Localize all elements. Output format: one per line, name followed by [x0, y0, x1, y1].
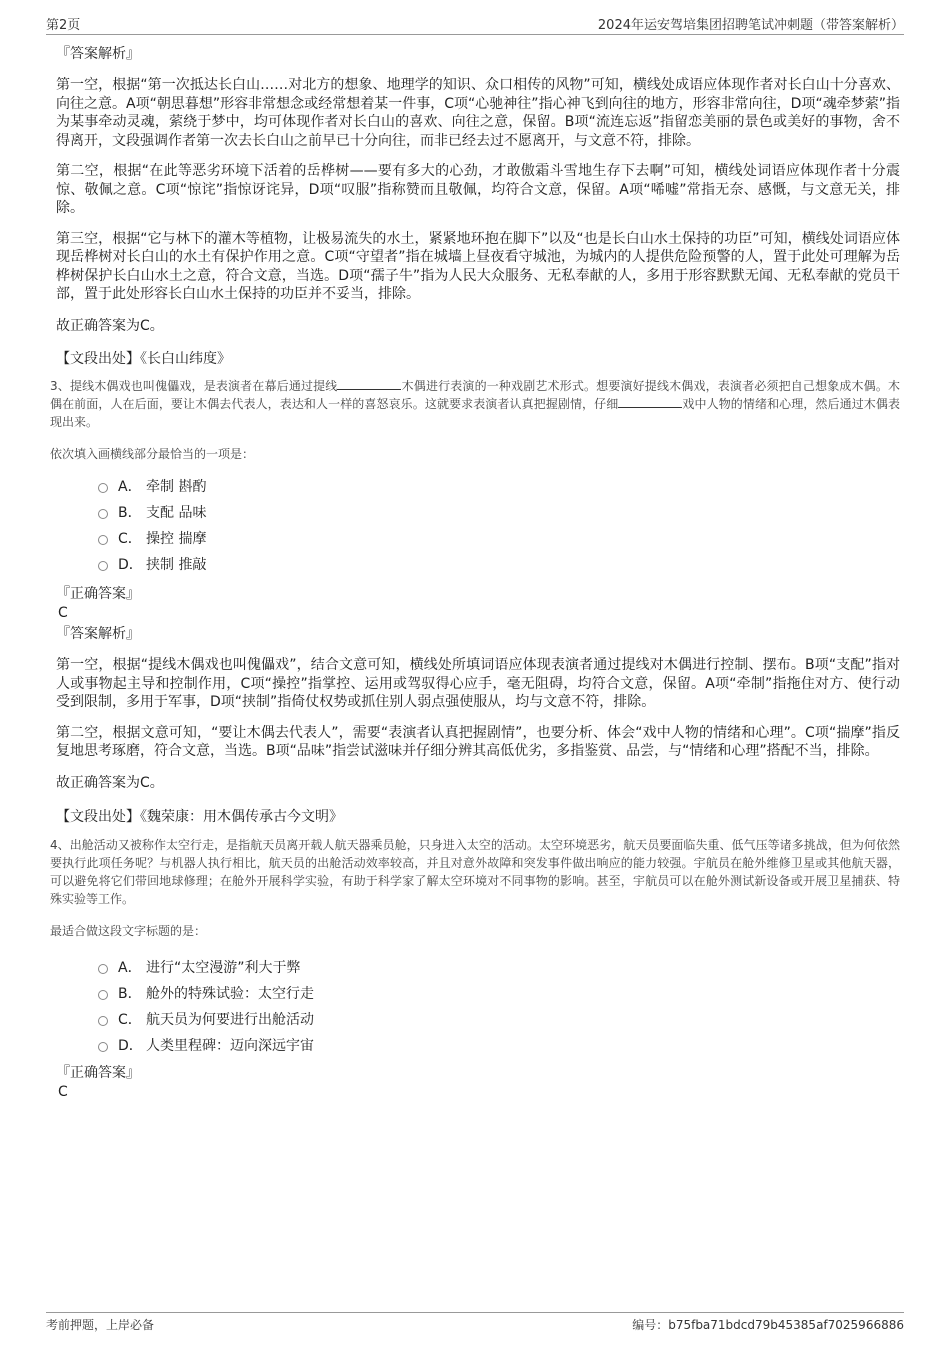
fill-blank-2 [618, 395, 682, 408]
passage-source: 【文段出处】《魏荣康：用木偶传承古今文明》 [56, 809, 343, 825]
option-text: 航天员为何要进行出舱活动 [146, 1012, 314, 1028]
passage-source: 【文段出处】《长白山纬度》 [56, 351, 231, 367]
correct-answer-value: C [58, 1084, 68, 1100]
option-text: 人类里程碑：迈向深远宇宙 [146, 1038, 314, 1054]
analysis-paragraph: 第一空，根据“第一次抵达长白山……对北方的想象、地理学的知识、众口相传的风物”可知，横线处成语应体现作者对长白山十分喜欢、向往之意。A项“朝思暮想”形容非常想念或经常想着某一件事，C项“心驰神往”指心神飞到向往的地方，形容非常向往，D项“魂牵梦萦”指为某事牵动灵魂，萦绕于梦中，均可体现作者对长白山的喜欢、向往之意，保留。B项“流连忘返”指留恋美丽的景色或美好的事物，舍不得离开，文段强调作者第一次去长白山之前早已十分向往，而非已经去过不愿离开，与文意不符，排除。 [56, 77, 900, 149]
question-3-prompt: 依次填入画横线部分最恰当的一项是： [50, 447, 255, 461]
document-code [632, 1316, 904, 1333]
radio-icon[interactable] [98, 535, 108, 545]
option-letter: D． [118, 557, 143, 573]
option-a[interactable] [98, 474, 900, 500]
question-3-options [56, 474, 900, 578]
option-letter: C． [118, 531, 142, 547]
option-letter: B． [118, 986, 142, 1002]
document-code-label: 编号： [632, 1318, 669, 1332]
radio-icon[interactable] [98, 1042, 108, 1052]
fill-blank-1 [337, 377, 401, 390]
option-d[interactable] [98, 552, 900, 578]
option-text: 牵制 斟酌 [146, 479, 207, 495]
correct-answer-value: C [58, 605, 68, 621]
document-title: 2024年运安驾培集团招聘笔试冲刺题（带答案解析） [597, 18, 904, 33]
option-letter: C． [118, 1012, 142, 1028]
option-text: 支配 品味 [146, 505, 207, 521]
option-text: 舱外的特殊试验：太空行走 [146, 986, 314, 1002]
question-3-text [50, 377, 900, 431]
radio-icon[interactable] [98, 990, 108, 1000]
radio-icon[interactable] [98, 561, 108, 571]
analysis-paragraph: 第二空，根据“在此等恶劣环境下活着的岳桦树——要有多大的心劲，才敢傲霜斗雪地生存下去啊”可知，横线处词语应体现作者十分震惊、敬佩之意。C项“惊诧”指惊讶诧异，D项“叹服”指称赞而且敬佩，均符合文意，保留。A项“唏嘘”常指无奈、感慨，与文意无关，排除。 [56, 163, 900, 216]
question-4-options [56, 955, 900, 1059]
option-letter: B． [118, 505, 142, 521]
option-b[interactable] [98, 500, 900, 526]
radio-icon[interactable] [98, 483, 108, 493]
question-3-text-b: 木偶进行表演的一种戏剧艺术形式。想要演好提线木偶戏，表演者必须把自己想象成木偶。木偶在前面，人在后面，要让木偶去代表人，表达和人一样的喜怒哀乐。这就要求表演者认真把握剧情，仔细 [50, 379, 900, 411]
footer-slogan: 考前押题，上岸必备 [46, 1318, 155, 1332]
question-4-text: 4、出舱活动又被称作太空行走，是指航天员离开载人航天器乘员舱，只身进入太空的活动。太空环境恶劣，航天员要面临失重、低气压等诸多挑战，但为何依然要执行此项任务呢？与机器人执行相比，航天员的出舱活动效率较高，并且对意外故障和突发事件做出响应的能力较强。宇航员在舱外维修卫星或其他航天器，可以避免将它们带回地球修理；在舱外开展科学实验，有助于科学家了解太空环境对不同事物的影响。甚至，宇航员可以在舱外测试新设备或开展卫星捕获、特殊实验等工作。 [50, 838, 900, 906]
analysis-label-2: 『答案解析』 [56, 626, 140, 642]
analysis-paragraph: 第一空，根据“提线木偶戏也叫傀儡戏”，结合文意可知，横线处所填词语应体现表演者通过提线对木偶进行控制、摆布。B项“支配”指对人或事物起主导和控制作用，C项“操控”指掌控、运用或驾驭得心应手，毫无阻碍，均符合文意，保留。A项“牵制”指拖住对方、使行动受到限制，多用于军事，D项“挟制”指倚仗权势或抓住别人弱点强使服从，均与文意不符，排除。 [56, 657, 900, 710]
option-text: 进行“太空漫游”利大于弊 [146, 960, 301, 976]
option-c[interactable] [98, 526, 900, 552]
option-letter: A． [118, 479, 142, 495]
correct-answer-label: 『正确答案』 [56, 586, 140, 602]
radio-icon[interactable] [98, 1016, 108, 1026]
page-footer [46, 1312, 904, 1339]
option-letter: A． [118, 960, 142, 976]
analysis-paragraph: 第三空，根据“它与林下的灌木等植物，让极易流失的水土，紧紧地环抱在脚下”以及“也是长白山水土保持的功臣”可知，横线处词语应体现岳桦树对长白山的水土有保护作用之意。C项“守望者”指在城墙上昼夜看守城池，为城内的人提供危险预警的人，置于此处可理解为岳桦树保护长白山水土之意，符合文意，当选。D项“孺子牛”指为人民大众服务、无私奉献的人，多用于形容默默无闻、无私奉献的党员干部，置于此处形容长白山水土保持的功臣并不妥当，排除。 [56, 230, 900, 302]
option-text: 挟制 推敲 [146, 557, 207, 573]
correct-answer-label: 『正确答案』 [56, 1065, 140, 1081]
option-b[interactable] [98, 981, 900, 1007]
option-letter: D． [118, 1038, 143, 1054]
option-c[interactable] [98, 1007, 900, 1033]
question-3-text-a: 3、提线木偶戏也叫傀儡戏，是表演者在幕后通过提线 [50, 379, 338, 393]
question-3-text-c: 戏中人物的情绪和心理，然后通过木偶表现出来。 [50, 397, 900, 429]
page-number: 第2页 [46, 18, 81, 33]
analysis-paragraph: 第二空，根据文意可知，“要让木偶去代表人”，需要“表演者认真把握剧情”，也要分析、体会“戏中人物的情绪和心理”。C项“揣摩”指反复地思考琢磨，符合文意，当选。B项“品味”指尝试滋味并仔细分辨其高低优劣，多指鉴赏、品尝，与“情绪和心理”搭配不当，排除。 [56, 724, 900, 759]
option-text: 操控 揣摩 [146, 531, 207, 547]
option-d[interactable] [98, 1033, 900, 1059]
radio-icon[interactable] [98, 964, 108, 974]
option-a[interactable] [98, 955, 900, 981]
analysis-label-1: 『答案解析』 [56, 46, 140, 62]
radio-icon[interactable] [98, 509, 108, 519]
page-content [50, 44, 900, 1101]
document-code-value: b75fba71bdcd79b45385af7025966886 [668, 1318, 904, 1332]
answer-conclusion: 故正确答案为C。 [56, 774, 164, 791]
page-header [46, 12, 904, 35]
answer-conclusion: 故正确答案为C。 [56, 317, 164, 334]
question-4-prompt: 最适合做这段文字标题的是： [50, 924, 207, 938]
